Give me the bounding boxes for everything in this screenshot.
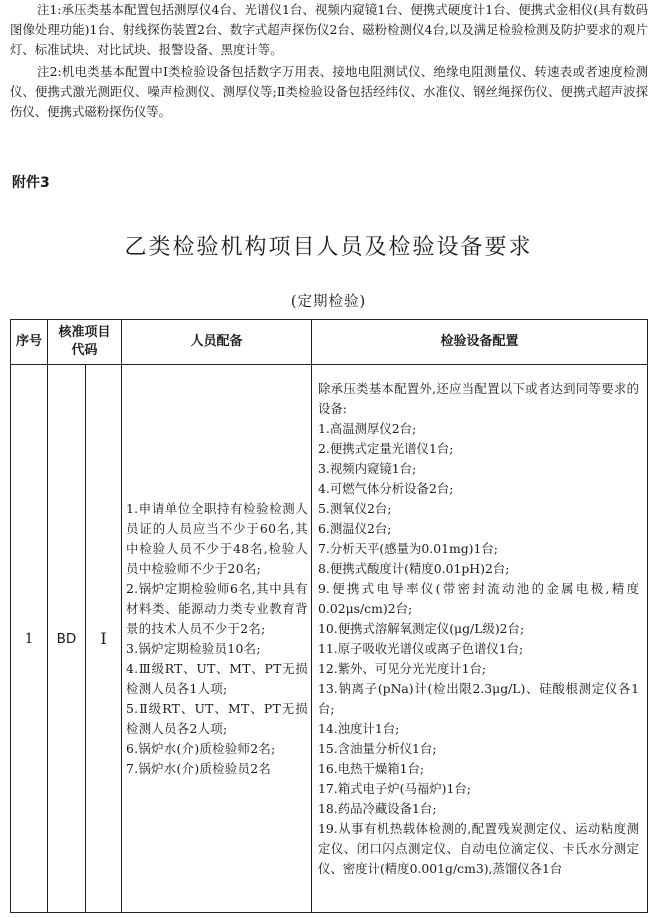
- equipment-requirements-cell: [312, 365, 648, 913]
- equipment-item: 11.原子吸收光谱仪或离子色谱仪1台;: [318, 641, 524, 656]
- document-subtitle: (定期检验): [290, 294, 367, 310]
- equipment-item: 13.钠离子(pNa)计(检出限2.3μg/L)、硅酸根测定仪各1台;: [318, 681, 639, 716]
- equipment-item: 10.便携式溶解氧测定仪(μg/L级)2台;: [318, 621, 525, 636]
- header-code-text: 核准项目代码: [58, 325, 111, 358]
- equipment-item: 16.电热干燥箱1台;: [318, 761, 425, 776]
- equipment-item: 1.高温测厚仪2台;: [318, 421, 417, 436]
- equipment-item: 18.药品冷藏设备1台;: [318, 801, 437, 816]
- staff-requirement-item: 7.锅炉水(介)质检验员2名: [126, 760, 272, 776]
- staff-requirement-item: 6.锅炉水(介)质检验师2名;: [126, 740, 276, 756]
- staff-requirement-item: 2.锅炉定期检验师6名,其中具有材料类、能源动力类专业教育背景的技术人员不少于2名;: [126, 580, 308, 636]
- header-staff: 人员配备: [122, 320, 312, 365]
- equipment-item: 7.分析天平(感量为0.01mg)1台;: [318, 541, 498, 556]
- row-index: 1: [11, 365, 48, 913]
- requirements-table: [10, 319, 648, 913]
- equipment-intro: 除承压类基本配置外,还应当配置以下或者达到同等要求的设备:: [318, 381, 639, 416]
- staff-requirements-cell: [122, 365, 312, 913]
- table-header-row: [11, 320, 648, 365]
- staff-requirement-item: 5.Ⅱ级RT、UT、MT、PT无损检测人员各2人项;: [126, 700, 308, 736]
- equipment-item: 4.可燃气体分析设备2台;: [318, 481, 454, 496]
- note-1: 注1:承压类基本配置包括测厚仪4台、光谱仪1台、视频内窥镜1台、便携式硬度计1台、便携式金相仪(具有数码图像处理功能)1台、射线探伤装置2台、数字式超声探伤仪2台、磁粉检测仪4台,以及满足检验检测及防护要求的观片灯、标准试块、对比试块、报警设备、黑度计等。: [10, 2, 648, 57]
- equipment-item: 3.视频内窥镜1台;: [318, 461, 417, 476]
- header-equipment: 检验设备配置: [312, 320, 648, 365]
- staff-requirement-item: 3.锅炉定期检验员10名;: [126, 640, 261, 656]
- equipment-item: 17.箱式电子炉(马福炉)1台;: [318, 781, 471, 796]
- appendix-label: 附件3: [12, 175, 50, 191]
- staff-requirement-item: 1.申请单位全职持有检验检测人员证的人员应当不少于60名,其中检验人员不少于48名,检验人员中检验师不少于20名;: [126, 500, 308, 576]
- equipment-item: 19.从事有机热载体检测的,配置残炭测定仪、运动粘度测定仪、闭口闪点测定仪、自动电位滴定仪、卡氏水分测定仪、密度计(精度0.001g/cm3),蒸馏仪各1台: [318, 821, 639, 876]
- staff-requirement-item: 4.Ⅲ级RT、UT、MT、PT无损检测人员各1人项;: [126, 660, 308, 696]
- row-code-secondary: Ⅰ: [86, 365, 122, 913]
- equipment-item: 2.便携式定量光谱仪1台;: [318, 441, 454, 456]
- header-code: [48, 320, 122, 365]
- equipment-item: 14.浊度计1台;: [318, 721, 400, 736]
- equipment-item: 9.便携式电导率仪(带密封流动池的金属电极,精度0.02μs/cm)2台;: [318, 581, 639, 616]
- equipment-item: 6.测温仪2台;: [318, 521, 392, 536]
- document-title: 乙类检验机构项目人员及检验设备要求: [124, 235, 533, 260]
- header-index: 序号: [11, 320, 48, 365]
- equipment-item: 8.便携式酸度计(精度0.01pH)2台;: [318, 561, 510, 576]
- equipment-item: 15.含油量分析仪1台;: [318, 741, 437, 756]
- equipment-item: 5.测氧仪2台;: [318, 501, 392, 516]
- note-2: 注2:机电类基本配置中Ⅰ类检验设备包括数字万用表、接地电阻测试仪、绝缘电阻测量仪、转速表或者速度检测仪、便携式激光测距仪、噪声检测仪、测厚仪等;Ⅱ类检验设备包括经纬仪、水准仪、钢丝绳探伤仪、便携式超声波探伤仪、便携式磁粉探伤仪等。: [10, 64, 648, 119]
- row-code-primary: BD: [48, 365, 86, 913]
- equipment-item: 12.紫外、可见分光光度计1台;: [318, 661, 487, 676]
- table-row: [11, 365, 648, 913]
